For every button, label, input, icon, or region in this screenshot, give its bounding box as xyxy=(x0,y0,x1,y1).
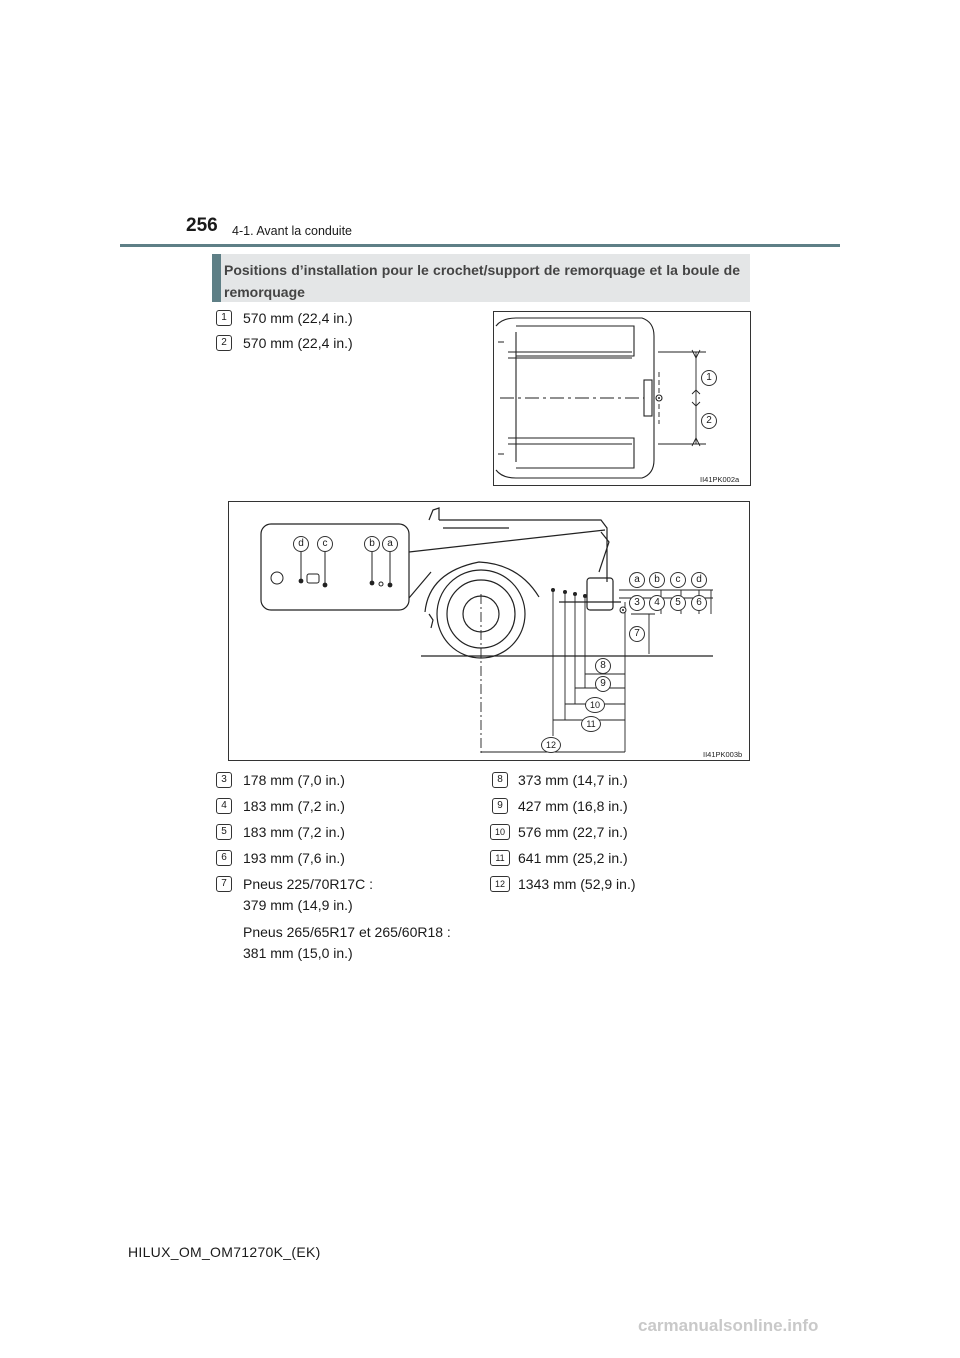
topic-box xyxy=(212,254,750,302)
item-text: Pneus 225/70R17C : xyxy=(243,876,373,892)
item-text: 1343 mm (52,9 in.) xyxy=(518,876,636,892)
letter-callout-b: b xyxy=(649,572,665,588)
callout-badge: 9 xyxy=(595,676,611,692)
figure-side-view xyxy=(228,501,750,761)
letter-callout-a: a xyxy=(382,536,398,552)
item-number-badge: 11 xyxy=(490,850,510,866)
item-number-badge: 1 xyxy=(216,310,232,326)
item-text: 183 mm (7,2 in.) xyxy=(243,824,345,840)
item-text: 373 mm (14,7 in.) xyxy=(518,772,628,788)
callout-badge: 4 xyxy=(649,595,665,611)
callout-badge: 6 xyxy=(691,595,707,611)
top-view-drawing xyxy=(494,312,750,485)
document-footer: HILUX_OM_OM71270K_(EK) xyxy=(128,1244,321,1260)
item-number-badge: 6 xyxy=(216,850,232,866)
item-text: 193 mm (7,6 in.) xyxy=(243,850,345,866)
item-number-badge: 2 xyxy=(216,335,232,351)
item-number-badge: 12 xyxy=(490,876,510,892)
item-text: Pneus 265/65R17 et 265/60R18 : xyxy=(243,924,451,940)
letter-callout-a: a xyxy=(629,572,645,588)
item-text: 570 mm (22,4 in.) xyxy=(243,335,353,351)
topic-title: Positions d’installation pour le crochet/support de remorquage et la boule de remorquage xyxy=(224,262,740,300)
item-number-badge: 10 xyxy=(490,824,510,840)
item-number-badge: 5 xyxy=(216,824,232,840)
callout-badge: 3 xyxy=(629,595,645,611)
watermark: carmanualsonline.info xyxy=(638,1316,819,1335)
callout-badge: 8 xyxy=(595,658,611,674)
callout-badge: 7 xyxy=(629,626,645,642)
page-number: 256 xyxy=(186,215,218,236)
callout-badge: 12 xyxy=(541,737,561,753)
item-text: 381 mm (15,0 in.) xyxy=(243,945,353,961)
callout-badge: 2 xyxy=(701,413,717,429)
callout-badge: 10 xyxy=(585,697,605,713)
callout-badge: 5 xyxy=(670,595,686,611)
letter-callout-c: c xyxy=(317,536,333,552)
item-number-badge: 4 xyxy=(216,798,232,814)
header-rule xyxy=(120,244,840,247)
item-text: 379 mm (14,9 in.) xyxy=(243,897,353,913)
letter-callout-c: c xyxy=(670,572,686,588)
figure-code: II41PK002a xyxy=(700,475,740,484)
item-text: 641 mm (25,2 in.) xyxy=(518,850,628,866)
item-text: 178 mm (7,0 in.) xyxy=(243,772,345,788)
item-number-badge: 3 xyxy=(216,772,232,788)
topic-accent-bar xyxy=(212,254,221,302)
callout-badge: 11 xyxy=(581,716,601,732)
item-text: 576 mm (22,7 in.) xyxy=(518,824,628,840)
item-text: 427 mm (16,8 in.) xyxy=(518,798,628,814)
item-number-badge: 8 xyxy=(492,772,508,788)
letter-callout-b: b xyxy=(364,536,380,552)
item-number-badge: 9 xyxy=(492,798,508,814)
figure-code: II41PK003b xyxy=(703,750,743,759)
section-title: 4-1. Avant la conduite xyxy=(232,224,352,238)
callout-badge: 1 xyxy=(701,370,717,386)
item-text: 183 mm (7,2 in.) xyxy=(243,798,345,814)
item-text: 570 mm (22,4 in.) xyxy=(243,310,353,326)
letter-callout-d: d xyxy=(293,536,309,552)
figure-top-view xyxy=(493,311,751,486)
letter-callout-d: d xyxy=(691,572,707,588)
item-number-badge: 7 xyxy=(216,876,232,892)
